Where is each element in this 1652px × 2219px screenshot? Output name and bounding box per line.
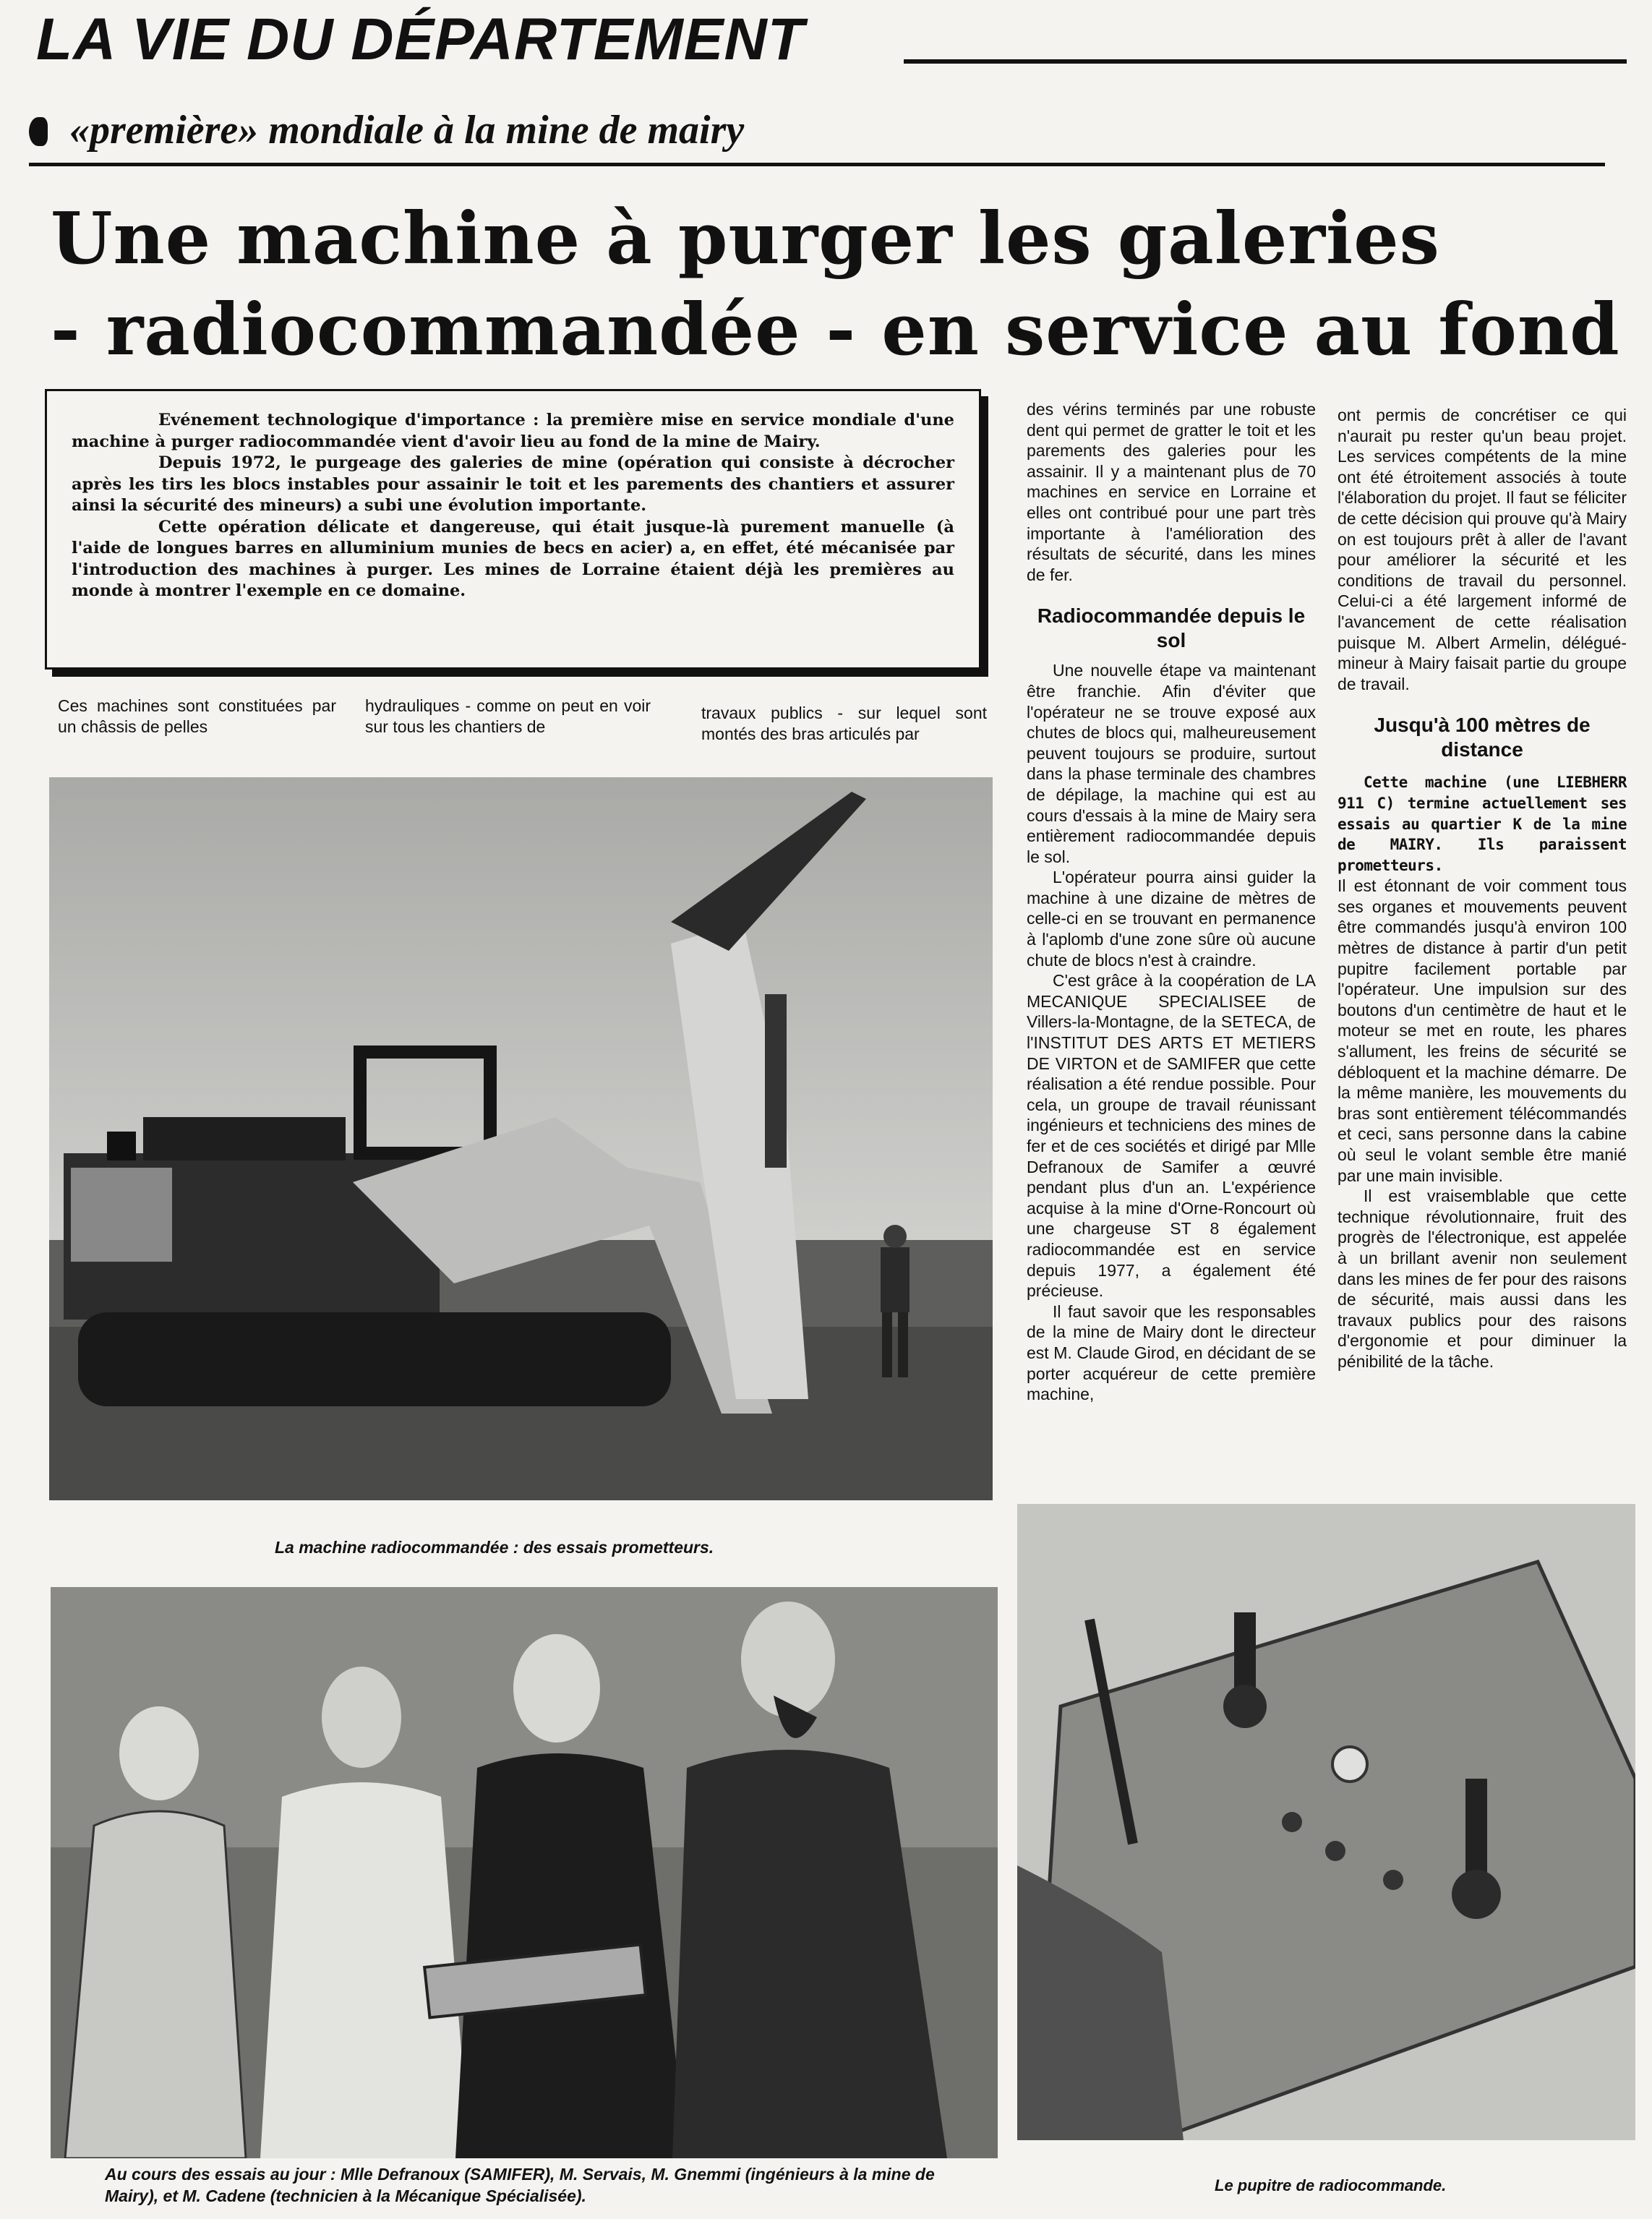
- col4-paragraph: Il est vraisemblable que cette technique révolutionnaire, fruit des progrès de l'électronique, est appelée à un brillant avenir non seulement dans les mines de fer pour des raisons de sécurité, mais aussi dans les travaux publics pour des raisons d'ergonomie et pour diminuer la pénibilité de la tâche.: [1338, 1187, 1627, 1371]
- bullet-icon: [29, 117, 48, 146]
- kicker-rule: [29, 163, 1605, 166]
- console-photo: [1017, 1504, 1635, 2140]
- chapo-box: [45, 389, 981, 670]
- machine-photo: [49, 777, 993, 1500]
- col4-subhead: Jusqu'à 100 mètres de distance: [1374, 714, 1591, 761]
- lead-col-3: travaux publics - sur lequel sont montés des bras articulés par: [701, 704, 987, 743]
- chapo-paragraph: Cette opération délicate et dangereuse, qui était jusque-là purement manuelle (à l'aide de longues barres en alluminium munies de becs en acier) a, en effet, été mécanisée par l'introduction des machines à purger. Les mines de Lorraine étaient déjà les premières au monde à montrer l'exemple en ce domaine.: [72, 517, 954, 600]
- group-photo: [51, 1587, 998, 2158]
- headline-line-2: - radiocommandée - en service au fond: [51, 288, 1620, 372]
- chapo-paragraph: Evénement technologique d'importance : la première mise en service mondiale d'une machine à purger radiocommandée vient d'avoir lieu au fond de la mine de Mairy.: [72, 411, 954, 451]
- column-4: [1338, 405, 1627, 1372]
- section-rule: [904, 59, 1627, 64]
- lead-col-2: hydrauliques - comme on peut en voir sur tous les chantiers de: [365, 696, 651, 736]
- kicker-text: «première» mondiale à la mine de mairy: [69, 108, 745, 153]
- lead-col-1: Ces machines sont constituées par un châssis de pelles: [58, 696, 336, 736]
- caption-console: Le pupitre de radiocommande.: [1215, 2176, 1447, 2194]
- col3-subhead: Radiocommandée depuis le sol: [1037, 604, 1306, 652]
- caption-machine: La machine radiocommandée : des essais prometteurs.: [275, 1538, 714, 1557]
- col4-paragraph: Il est étonnant de voir comment tous ses organes et mouvements peuvent être commandés jusqu'à environ 100 mètres de distance à partir d'un petit pupitre facilement portable par l'opérateur. Une impulsion sur des boutons d'un centimètre de haut et le moteur se met en route, les phares s'allument, les freins de sécurité se débloquent et la machine démarre. De la même manière, les mouvements du bras sont entièrement télécommandés et ceci, sans personne dans la cabine où seul le volant semble être manié par une main invisible.: [1338, 876, 1627, 1185]
- column-3: [1027, 399, 1316, 1405]
- kicker: [29, 107, 744, 153]
- col3-paragraph: Il faut savoir que les responsables de la mine de Mairy dont le directeur est M. Claude Girod, en décidant de se porter acquéreur de cette première machine,: [1027, 1301, 1316, 1404]
- col3-paragraph: L'opérateur pourra ainsi guider la machine à une dizaine de mètres de celle-ci en se trouvant en permanence à l'aplomb d'une zone sûre où aucune chute de blocs n'est à craindre.: [1027, 868, 1316, 970]
- col4-intro: ont permis de concrétiser ce qui n'aurait pu rester qu'un beau projet. Les services compétents de la mine ont été étroitement associés à toute l'élaboration du projet. Il faut se féliciter de cette décision qui prouve qu'à Mairy on est toujours prêt à aller de l'avant pour améliorer la sécurité et les conditions de travail du personnel. Celui-ci a été largement informé de l'avancement de cette réalisation puisque M. Albert Armelin, délégué-mineur à Mairy faisait partie du groupe de travail.: [1338, 406, 1627, 693]
- col4-mono-paragraph: Cette machine (une LIEBHERR 911 C) termine actuellement ses essais au quartier K de la mine de MAIRY. Ils paraissent prometteurs.: [1338, 774, 1627, 874]
- section-title: LA VIE DU DÉPARTEMENT: [36, 7, 805, 72]
- chapo-paragraph: Depuis 1972, le purgeage des galeries de mine (opération qui consiste à décrocher après les tirs les blocs instables pour assainir le toit et les parements des chantiers et assurer ainsi la sécurité des mineurs) a subi une évolution importante.: [72, 453, 954, 515]
- headline-line-1: Une machine à purger les galeries: [51, 197, 1440, 281]
- col3-paragraph: C'est grâce à la coopération de LA MECANIQUE SPECIALISEE de Villers-la-Montagne, de la SETECA, de l'INSTITUT DES ARTS ET METIERS DE VIRTON et de SAMIFER que cette réalisation a été rendue possible. Pour cela, un groupe de travail réunissant ingénieurs et techniciens des mines de fer et de ces sociétés et dirigé par Mlle Defranoux de Samifer a œuvré pendant plus d'un an. L'expérience acquise à la mine d'Orne-Roncourt où une chargeuse ST 8 également radiocommandée est en service depuis 1977, a également été précieuse.: [1027, 971, 1316, 1301]
- col3-paragraph: Une nouvelle étape va maintenant être franchie. Afin d'éviter que l'opérateur ne se trouve exposé aux chutes de blocs qui, malheureusement peuvent toujours se produire, surtout dans la phase terminale des chambres de dépilage, la machine qui est au cours d'essais à la mine de Mairy sera entièrement radiocommandée depuis le sol.: [1027, 661, 1316, 866]
- caption-group: Au cours des essais au jour : Mlle Defranoux (SAMIFER), M. Servais, M. Gnemmi (ingénieurs à la mine de Mairy), et M. Cadene (technicien à la Mécanique Spécialisée).: [105, 2165, 935, 2205]
- col3-intro: des vérins terminés par une robuste dent qui permet de gratter le toit et les parements des galeries pour les assainir. Il y a maintenant plus de 70 machines en service en Lorraine et elles ont contribué pour une part très importante à l'amélioration des résultats de sécurité, dans les mines de fer.: [1027, 400, 1316, 584]
